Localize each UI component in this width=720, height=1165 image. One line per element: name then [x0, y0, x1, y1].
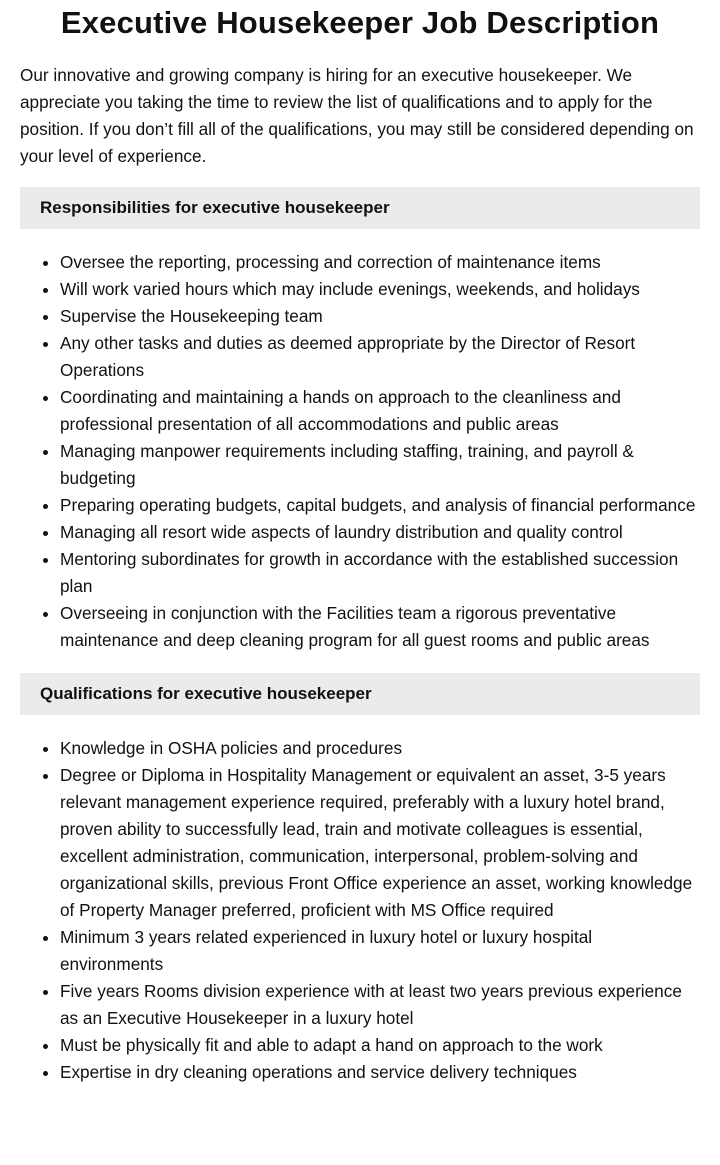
- responsibilities-heading: Responsibilities for executive housekeeper: [20, 187, 700, 229]
- list-item: • Oversee the reporting, processing and correction of maintenance items: [60, 249, 700, 276]
- list-item: • Managing all resort wide aspects of laundry distribution and quality control: [60, 519, 700, 546]
- responsibilities-list: [20, 249, 700, 654]
- list-item: • Five years Rooms division experience with at least two years previous experience as an Executive Housekeeper in a luxury hotel: [60, 978, 700, 1032]
- qualifications-list: [20, 735, 700, 1086]
- list-item: • Degree or Diploma in Hospitality Management or equivalent an asset, 3-5 years relevant management experience required, preferably with a luxury hotel brand, proven ability to successfully lead, train and motivate colleagues is essential, excellent administration, communication, interpersonal, problem-solving and organizational skills, previous Front Office experience an asset, working knowledge of Property Manager preferred, proficient with MS Office required: [60, 762, 700, 924]
- list-item: • Knowledge in OSHA policies and procedures: [60, 735, 700, 762]
- list-item: • Coordinating and maintaining a hands on approach to the cleanliness and professional presentation of all accommodations and public areas: [60, 384, 700, 438]
- list-item: • Mentoring subordinates for growth in accordance with the established succession plan: [60, 546, 700, 600]
- list-item: • Overseeing in conjunction with the Facilities team a rigorous preventative maintenance and deep cleaning program for all guest rooms and public areas: [60, 600, 700, 654]
- list-item: • Any other tasks and duties as deemed appropriate by the Director of Resort Operations: [60, 330, 700, 384]
- list-item: • Expertise in dry cleaning operations and service delivery techniques: [60, 1059, 700, 1086]
- list-item: • Preparing operating budgets, capital budgets, and analysis of financial performance: [60, 492, 700, 519]
- list-item: • Managing manpower requirements including staffing, training, and payroll & budgeting: [60, 438, 700, 492]
- list-item: • Minimum 3 years related experienced in luxury hotel or luxury hospital environments: [60, 924, 700, 978]
- list-item: • Must be physically fit and able to adapt a hand on approach to the work: [60, 1032, 700, 1059]
- list-item: • Supervise the Housekeeping team: [60, 303, 700, 330]
- list-item: • Will work varied hours which may include evenings, weekends, and holidays: [60, 276, 700, 303]
- page-title: Executive Housekeeper Job Description: [60, 5, 660, 40]
- intro-paragraph: Our innovative and growing company is hiring for an executive housekeeper. We appreciate you taking the time to review the list of qualifications and to apply for the position. If you don’t fill all of the qualifications, you may still be considered depending on your level of experience.: [20, 65, 694, 166]
- qualifications-heading: Qualifications for executive housekeeper: [20, 673, 700, 715]
